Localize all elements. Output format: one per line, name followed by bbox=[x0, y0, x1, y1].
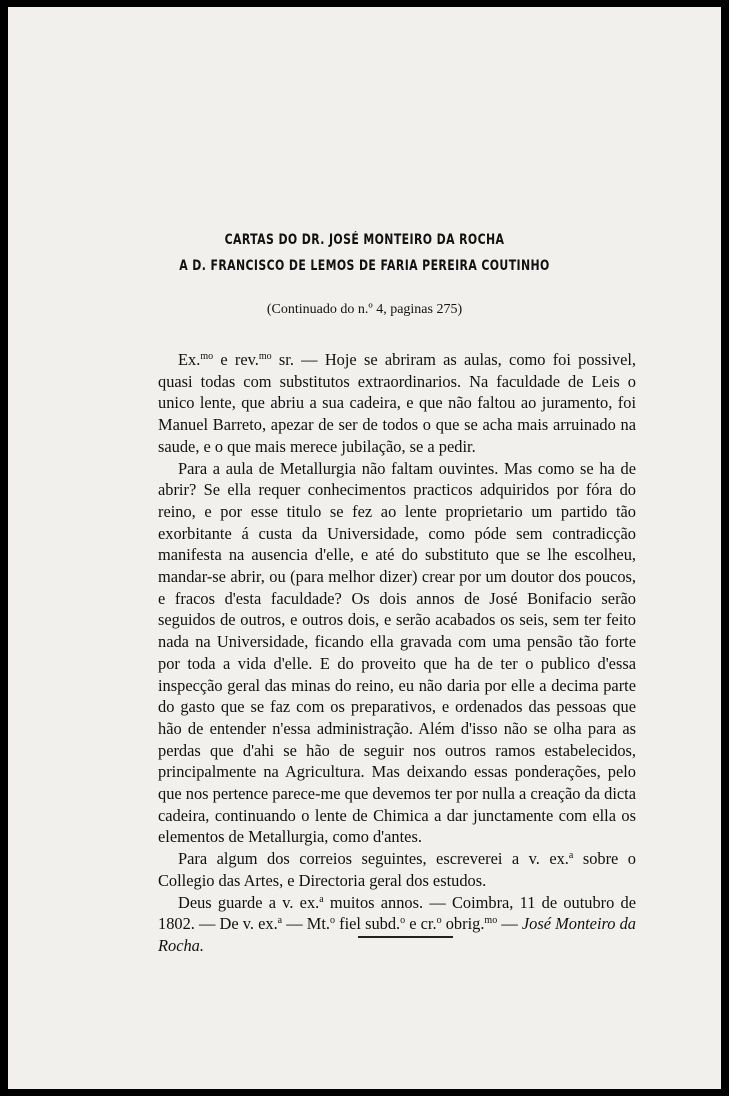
superscript: mo bbox=[258, 351, 272, 362]
letter-body bbox=[158, 349, 636, 957]
heading-line-1: CARTAS DO DR. JOSÉ MONTEIRO DA ROCHA bbox=[224, 232, 505, 248]
document-page bbox=[8, 7, 721, 1089]
closing-text: fiel subd. bbox=[334, 914, 401, 934]
paragraph-1 bbox=[158, 349, 636, 458]
superscript: a bbox=[319, 893, 324, 905]
salutation: Ex. bbox=[178, 350, 201, 369]
closing-text: obrig. bbox=[441, 914, 485, 934]
paragraph-text: Hoje se abriram as aulas, como foi possivel, quasi todas com substitutos extraordinarios. Na faculdade de Leis o unico lente, que abriu a sua cadeira, e que não faltou ao juramento, foi Manuel Barreto, apezar de ser de todos o que se acha mais arruinado na saude, e o que mais merece jubilação, se a pedir. bbox=[158, 350, 637, 456]
superscript: o bbox=[436, 915, 442, 927]
salutation: e rev. bbox=[213, 350, 259, 369]
section-divider bbox=[358, 936, 453, 938]
closing-text: muitos annos. — Coimbra, 11 de outubro de 1802. — De v. ex. bbox=[158, 892, 636, 934]
superscript: a bbox=[277, 915, 283, 927]
closing-text: Deus guarde a v. ex. bbox=[178, 892, 320, 912]
paragraph-3 bbox=[158, 848, 636, 891]
signature: José Monteiro da Rocha. bbox=[158, 914, 636, 955]
closing-text: e cr. bbox=[405, 914, 437, 934]
salutation: sr. — bbox=[271, 350, 325, 369]
paragraph-4 bbox=[158, 892, 636, 957]
heading-line-2: A D. FRANCISCO DE LEMOS DE FARIA PEREIRA COUTINHO bbox=[179, 258, 550, 274]
paragraph-2: Para a aula de Metallurgia não faltam ouvintes. Mas como se ha de abrir? Se ella requer conhecimentos practicos adquiridos por fóra do reino, e por esse titulo se fez ao lente proprietario um partido tão exorbitante á custa da Universidade, como póde sem contradicção manifesta na ausencia d'elle, e até do substituto que se lhe escolheu, mandar-se abrir, ou (para melhor dizer) crear por um doutor dos poucos, e fracos d'esta faculdade? Os dois annos de José Bonifacio serão seguidos de outros, e outros dois, e serão acabados os seis, sem ter feito nada na Universidade, ficando ella gravada com uma pensão tão forte por toda a vida d'elle. E do proveito que ha de ter o publico d'essa inspecção geral das minas do reino, eu não daria por elle a decima parte do gasto que se faz com os preparativos, e ordenados das pessoas que hão de entender n'essa administração. Além d'isso não se olha para as perdas que d'ahi se hão de seguir nos outros ramos estabelecidos, principalmente na Agricultura. Mas deixando essas ponderações, pelo que nos pertence parece-me que devemos ter por nulla a creação da dicta cadeira, continuando o lente de Chimica a dar junctamente com ella os elementos de Metallurgia, como d'antes. bbox=[158, 458, 636, 847]
paragraph-text: Para algum dos correios seguintes, escreverei a v. ex. bbox=[178, 849, 569, 869]
superscript: o bbox=[329, 915, 335, 927]
subtitle: (Continuado do n.º 4, paginas 275) bbox=[266, 302, 463, 317]
superscript: a bbox=[568, 850, 574, 862]
superscript: o bbox=[400, 915, 406, 927]
paragraph-text: sobre o Collegio das Artes, e Directoria geral dos estudos. bbox=[158, 849, 636, 890]
closing-text: — bbox=[497, 914, 522, 934]
superscript: mo bbox=[484, 915, 498, 927]
superscript: mo bbox=[200, 351, 214, 362]
closing-text: — Mt. bbox=[282, 914, 330, 934]
